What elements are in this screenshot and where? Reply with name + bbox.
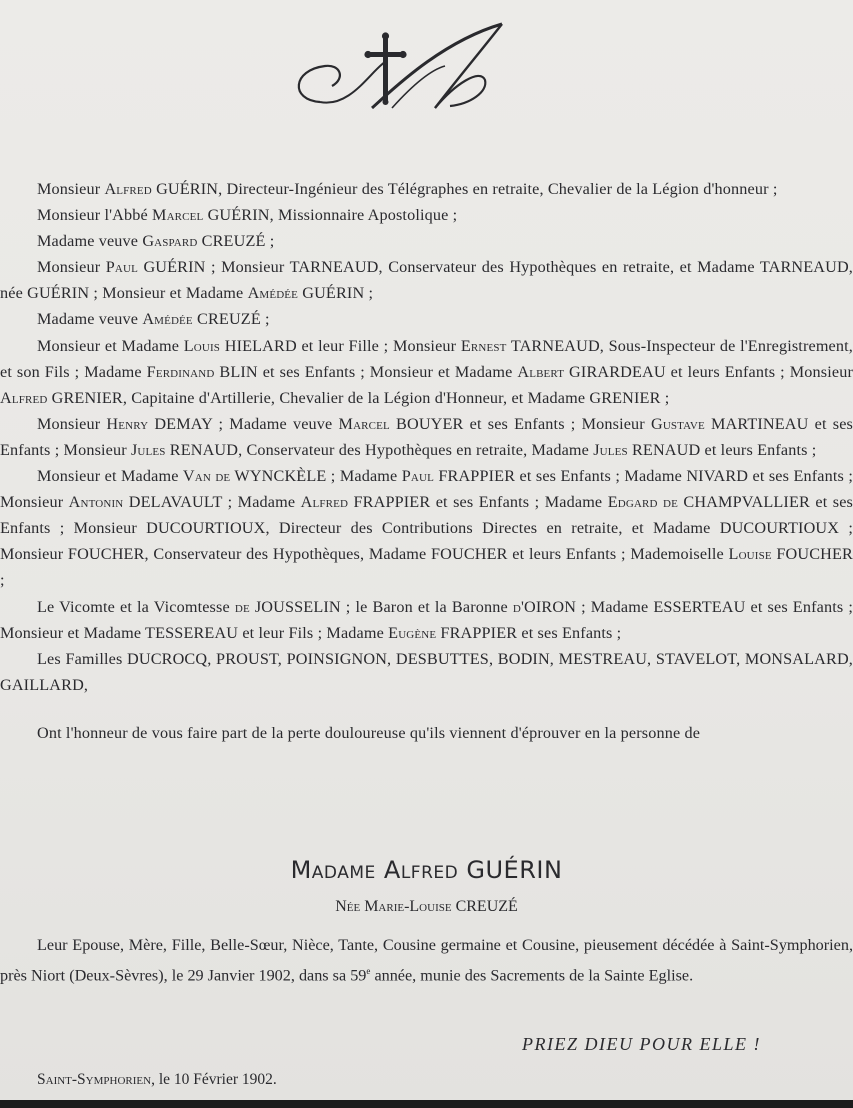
first-name: Eugène	[388, 623, 437, 642]
family-paragraph	[0, 333, 853, 411]
first-name: Jules	[130, 440, 166, 459]
first-name: de	[234, 597, 250, 616]
first-name: Alfred	[300, 493, 349, 512]
family-paragraph	[0, 306, 853, 332]
text-segment: FRAPPIER et ses Enfants ;	[436, 623, 622, 642]
family-paragraph	[0, 646, 853, 698]
first-name: Paul	[401, 467, 434, 486]
text-segment: GUÉRIN ;	[298, 284, 374, 303]
text-segment: JOUSSELIN ; le Baron et la Baronne	[249, 597, 513, 616]
text-segment: Madame veuve	[37, 232, 143, 251]
cross-icon	[364, 32, 406, 105]
text-segment: FOUCHER ;	[0, 545, 853, 590]
first-name: Paul	[105, 258, 138, 277]
first-name: Ferdinand	[146, 362, 215, 381]
first-name: Amédée	[142, 310, 193, 329]
death-details: Leur Epouse, Mère, Fille, Belle-Sœur, Nièce, Tante, Cousine germaine et Cousine, pieusement décédée à Saint-Symphorien, près Niort (Deux-Sèvres), le 29 Janvier 1902, dans sa 59e année, munie des Sacrements de la Sainte Eglise.	[0, 936, 853, 985]
place-date	[37, 1071, 277, 1089]
text-segment: Monsieur et Madame	[37, 467, 183, 486]
family-paragraph	[0, 463, 853, 593]
family-list	[0, 176, 853, 746]
text-segment: Les Familles DUCROCQ, PROUST, POINSIGNON, DESBUTTES, BODIN, MESTREAU, STAVELOT, MONSALARD, GAILLARD,	[0, 649, 853, 694]
text-segment: GUÉRIN, Missionnaire Apostolique ;	[203, 206, 458, 225]
text-segment: GIRARDEAU et leurs Enfants ; Monsieur	[564, 362, 853, 381]
text-segment: RENAUD et leurs Enfants ;	[627, 440, 817, 459]
maiden-surname: CREUZÉ	[455, 898, 518, 915]
text-segment: DELAVAULT ; Madame	[123, 493, 301, 512]
place: Saint-Symphorien	[37, 1071, 152, 1088]
family-paragraph	[0, 594, 853, 646]
first-name: Van de	[182, 467, 231, 486]
first-name: d'	[512, 597, 525, 616]
first-name: Marcel	[338, 414, 390, 433]
text-segment: Le Vicomte et la Vicomtesse	[37, 597, 235, 616]
first-name: Gaspard	[142, 232, 198, 251]
text-segment: CREUZÉ ;	[197, 232, 275, 251]
text-segment: GUÉRIN, Directeur-Ingénieur des Télégraphes en retraite, Chevalier de la Légion d'honneur ;	[151, 180, 778, 198]
text-segment: Madame veuve	[37, 310, 143, 329]
text-segment: FRAPPIER et ses Enfants ; Madame	[348, 493, 608, 512]
text-segment: DEMAY ; Madame veuve	[148, 414, 339, 433]
text-segment: Monsieur	[37, 258, 106, 277]
first-name: Jules	[593, 440, 628, 459]
family-paragraph	[0, 411, 853, 463]
first-name: Alfred	[0, 388, 48, 407]
text-segment: CHAMPVALLIER et ses Enfants ; Monsieur DUCOURTIOUX, Directeur des Contributions Directes en retraite, et Madame DUCOURTIOUX ; Monsieur FOUCHER, Conservateur des Hypothèques, Madame FOUCHER et leurs Enfants ; Mademoiselle	[0, 493, 853, 564]
text-segment: HIELARD et leur Fille ; Monsieur	[220, 336, 461, 355]
prayer-text: PRIEZ DIEU POUR ELLE !	[522, 1034, 761, 1054]
text-segment: Monsieur et Madame	[37, 336, 184, 355]
first-name: Henry	[106, 414, 149, 433]
deceased-first-name: Alfred	[383, 856, 459, 884]
text-segment: GRENIER, Capitaine d'Artillerie, Chevalier de la Légion d'Honneur, et Madame GRENIER ;	[47, 388, 670, 407]
first-name: Louise	[728, 545, 772, 564]
text-segment: FRAPPIER et ses Enfants ; Madame NIVARD et ses Enfants ; Monsieur	[0, 467, 853, 512]
date: , le 10 Février 1902.	[151, 1071, 277, 1088]
maiden-first-name: Marie-Louise	[364, 898, 452, 915]
family-paragraph	[0, 176, 853, 202]
first-name: Amédée	[247, 284, 299, 303]
text-segment: MARTINEAU et ses Enfants ; Monsieur	[0, 414, 853, 459]
deceased-name	[0, 856, 853, 884]
deceased-surname: GUÉRIN	[466, 856, 563, 884]
first-name: Edgard de	[607, 493, 678, 512]
page-bottom-edge	[0, 1100, 853, 1108]
nee-label: Née	[335, 898, 361, 915]
deceased-title: Madame	[290, 856, 376, 884]
family-paragraph	[0, 202, 853, 228]
first-name: Marcel	[152, 206, 204, 225]
text-segment: BLIN et ses Enfants ; Monsieur et Madame	[214, 362, 518, 381]
first-name: Alfred	[104, 180, 152, 198]
text-segment: Monsieur	[37, 414, 107, 433]
first-name: Albert	[517, 362, 565, 381]
family-paragraph	[0, 228, 853, 254]
text-segment: Monsieur	[37, 180, 105, 198]
monogram-cross-icon	[280, 22, 510, 122]
text-segment: WYNCKÈLE ; Madame	[230, 467, 402, 486]
text-segment: BOUYER et ses Enfants ; Monsieur	[389, 414, 651, 433]
first-name: Antonin	[68, 493, 124, 512]
family-paragraph	[0, 254, 853, 306]
text-segment: RENAUD, Conservateur des Hypothèques en retraite, Madame	[165, 440, 594, 459]
text-segment: Monsieur l'Abbé	[37, 206, 153, 225]
text-segment: CREUZÉ ;	[192, 310, 270, 329]
text-segment: OIRON ; Madame ESSERTEAU et ses Enfants ; Monsieur et Madame TESSEREAU et leur Fils ; Madame	[0, 597, 853, 642]
first-name: Louis	[183, 336, 221, 355]
announcement-text: Ont l'honneur de vous faire part de la perte douloureuse qu'ils viennent d'éprouver en la personne de	[37, 723, 701, 742]
deceased-maiden-name	[0, 898, 853, 916]
text-segment: TARNEAUD, Sous-Inspecteur de l'Enregistrement, et son Fils ; Madame	[0, 336, 853, 381]
first-name: Ernest	[460, 336, 507, 355]
text-segment: GUÉRIN ; Monsieur TARNEAUD, Conservateur des Hypothèques en retraite, et Madame TARNEAUD, née GUÉRIN ; Monsieur et Madame	[0, 258, 853, 303]
first-name: Gustave	[650, 414, 705, 433]
